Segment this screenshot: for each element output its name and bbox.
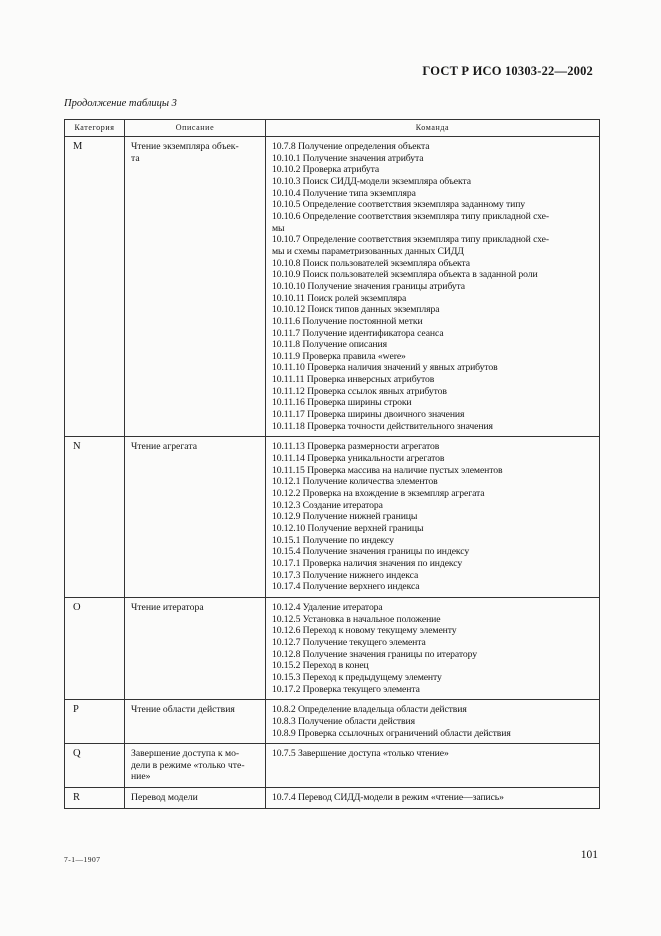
description-line: ние»	[131, 771, 151, 783]
table-row	[65, 700, 600, 744]
description-line: Чтение экземпляра объек-	[131, 141, 239, 152]
description-cell	[125, 744, 266, 788]
category-cell: M	[65, 137, 125, 437]
description-line: Перевод модели	[131, 792, 198, 804]
command-line: 10.12.3 Создание итератора	[272, 499, 383, 511]
command-line: 10.11.18 Проверка точности действительного значения	[272, 420, 493, 432]
category-cell: O	[65, 597, 125, 699]
command-line: мы и схемы параметризованных данных СИДД	[272, 245, 464, 257]
command-line: 10.12.4 Удаление итератора	[272, 601, 383, 613]
description-line: дели в режиме «только чте-	[131, 759, 245, 771]
command-line: 10.11.17 Проверка ширины двоичного значения	[272, 409, 465, 421]
category-cell: R	[65, 788, 125, 809]
column-header-command: Команда	[266, 120, 600, 137]
command-line: 10.10.5 Определение соответствия экземпляра заданному типу	[272, 199, 526, 211]
column-header-category: Категория	[65, 120, 125, 137]
command-line: 10.7.8 Получение определения объекта	[272, 141, 430, 152]
command-line: 10.11.11 Проверка инверсных атрибутов	[272, 374, 435, 386]
category-cell: P	[65, 700, 125, 744]
table-caption: Продолжение таблицы 3	[64, 98, 177, 109]
command-cell	[266, 137, 600, 437]
command-line: 10.8.3 Получение области действия	[272, 715, 415, 727]
command-line: 10.11.6 Получение постоянной метки	[272, 315, 423, 327]
command-line: 10.11.8 Получение описания	[272, 339, 387, 351]
command-line: 10.15.2 Переход в конец	[272, 660, 369, 672]
table-row	[65, 744, 600, 788]
page-number: 101	[580, 849, 598, 861]
print-code: 7-1—1907	[64, 855, 101, 864]
category-cell: N	[65, 437, 125, 598]
command-line: 10.10.3 Поиск СИДД-модели экземпляра объекта	[272, 175, 471, 187]
command-line: 10.10.11 Поиск ролей экземпляра	[272, 292, 407, 304]
command-cell	[266, 788, 600, 809]
command-line: 10.10.10 Получение значения границы атрибута	[272, 280, 466, 292]
command-line: 10.10.8 Поиск пользователей экземпляра объекта	[272, 257, 470, 269]
command-line: 10.12.7 Получение текущего элемента	[272, 636, 426, 648]
command-line: 10.7.4 Перевод СИДД-модели в режим «чтение—запись»	[272, 792, 504, 804]
table-body	[65, 137, 600, 809]
description-line: Чтение итератора	[131, 601, 204, 613]
command-line: 10.10.7 Определение соответствия экземпляра типу прикладной схе-	[272, 234, 549, 246]
description-cell	[125, 788, 266, 809]
command-line: 10.12.5 Установка в начальное положение	[272, 613, 441, 625]
description-line: Чтение агрегата	[131, 441, 198, 453]
command-cell	[266, 597, 600, 699]
command-line: 10.11.7 Получение идентификатора сеанса	[272, 327, 444, 339]
command-line: 10.11.13 Проверка размерности агрегатов	[272, 441, 440, 453]
command-line: 10.11.9 Проверка правила «were»	[272, 350, 406, 362]
command-line: 10.8.2 Определение владельца области действия	[272, 704, 467, 716]
command-cell	[266, 744, 600, 788]
command-line: 10.15.1 Получение по индексу	[272, 534, 394, 546]
standard-designation: ГОСТ Р ИСО 10303-22—2002	[422, 64, 593, 78]
command-cell	[266, 437, 600, 598]
command-line: 10.10.1 Получение значения атрибута	[272, 152, 424, 164]
description-line: Чтение области действия	[131, 704, 235, 716]
table-row	[65, 788, 600, 809]
command-line: 10.12.2 Проверка на вхождение в экземпляр агрегата	[272, 488, 485, 500]
command-line: 10.17.3 Получение нижнего индекса	[272, 569, 419, 581]
command-line: 10.12.9 Получение нижней границы	[272, 511, 418, 523]
command-line: 10.10.9 Поиск пользователей экземпляра объекта в заданной роли	[272, 269, 538, 281]
command-line: 10.11.15 Проверка массива на наличие пустых элементов	[272, 464, 503, 476]
description-cell	[125, 597, 266, 699]
command-line: 10.7.5 Завершение доступа «только чтение»	[272, 748, 449, 760]
command-line: 10.17.4 Получение верхнего индекса	[272, 581, 420, 593]
command-line: 10.12.1 Получение количества элементов	[272, 476, 438, 488]
command-line: 10.15.4 Получение значения границы по индексу	[272, 546, 470, 558]
command-line: мы	[272, 222, 285, 234]
description-cell	[125, 437, 266, 598]
command-line: 10.12.6 Переход к новому текущему элементу	[272, 625, 457, 637]
command-line: 10.10.12 Поиск типов данных экземпляра	[272, 304, 440, 316]
command-line: 10.17.1 Проверка наличия значения по индексу	[272, 557, 463, 569]
command-line: 10.10.4 Получение типа экземпляра	[272, 187, 416, 199]
description-line: Завершение доступа к мо-	[131, 748, 240, 760]
command-cell	[266, 700, 600, 744]
table-row	[65, 597, 600, 699]
commands-table	[64, 119, 600, 809]
command-line: 10.15.3 Переход к предыдущему элементу	[272, 671, 442, 683]
command-line: 10.11.12 Проверка ссылок явных атрибутов	[272, 385, 447, 397]
command-line: 10.8.9 Проверка ссылочных ограничений области действия	[272, 727, 511, 739]
description-cell	[125, 137, 266, 437]
command-line: 10.11.16 Проверка ширины строки	[272, 397, 412, 409]
table-row	[65, 437, 600, 598]
command-line: 10.11.10 Проверка наличия значений у явных атрибутов	[272, 362, 498, 374]
column-header-description: Описание	[125, 120, 266, 137]
command-line: 10.10.2 Проверка атрибута	[272, 164, 380, 176]
table-header-row	[65, 120, 600, 137]
command-line: 10.12.10 Получение верхней границы	[272, 523, 424, 534]
category-cell: Q	[65, 744, 125, 788]
command-line: 10.12.8 Получение значения границы по итератору	[272, 648, 477, 660]
description-line: та	[131, 152, 140, 164]
command-line: 10.10.6 Определение соответствия экземпляра типу прикладной схе-	[272, 210, 549, 222]
table-row	[65, 137, 600, 437]
description-cell	[125, 700, 266, 744]
command-line: 10.11.14 Проверка уникальности агрегатов	[272, 453, 445, 465]
command-line: 10.17.2 Проверка текущего элемента	[272, 683, 420, 695]
